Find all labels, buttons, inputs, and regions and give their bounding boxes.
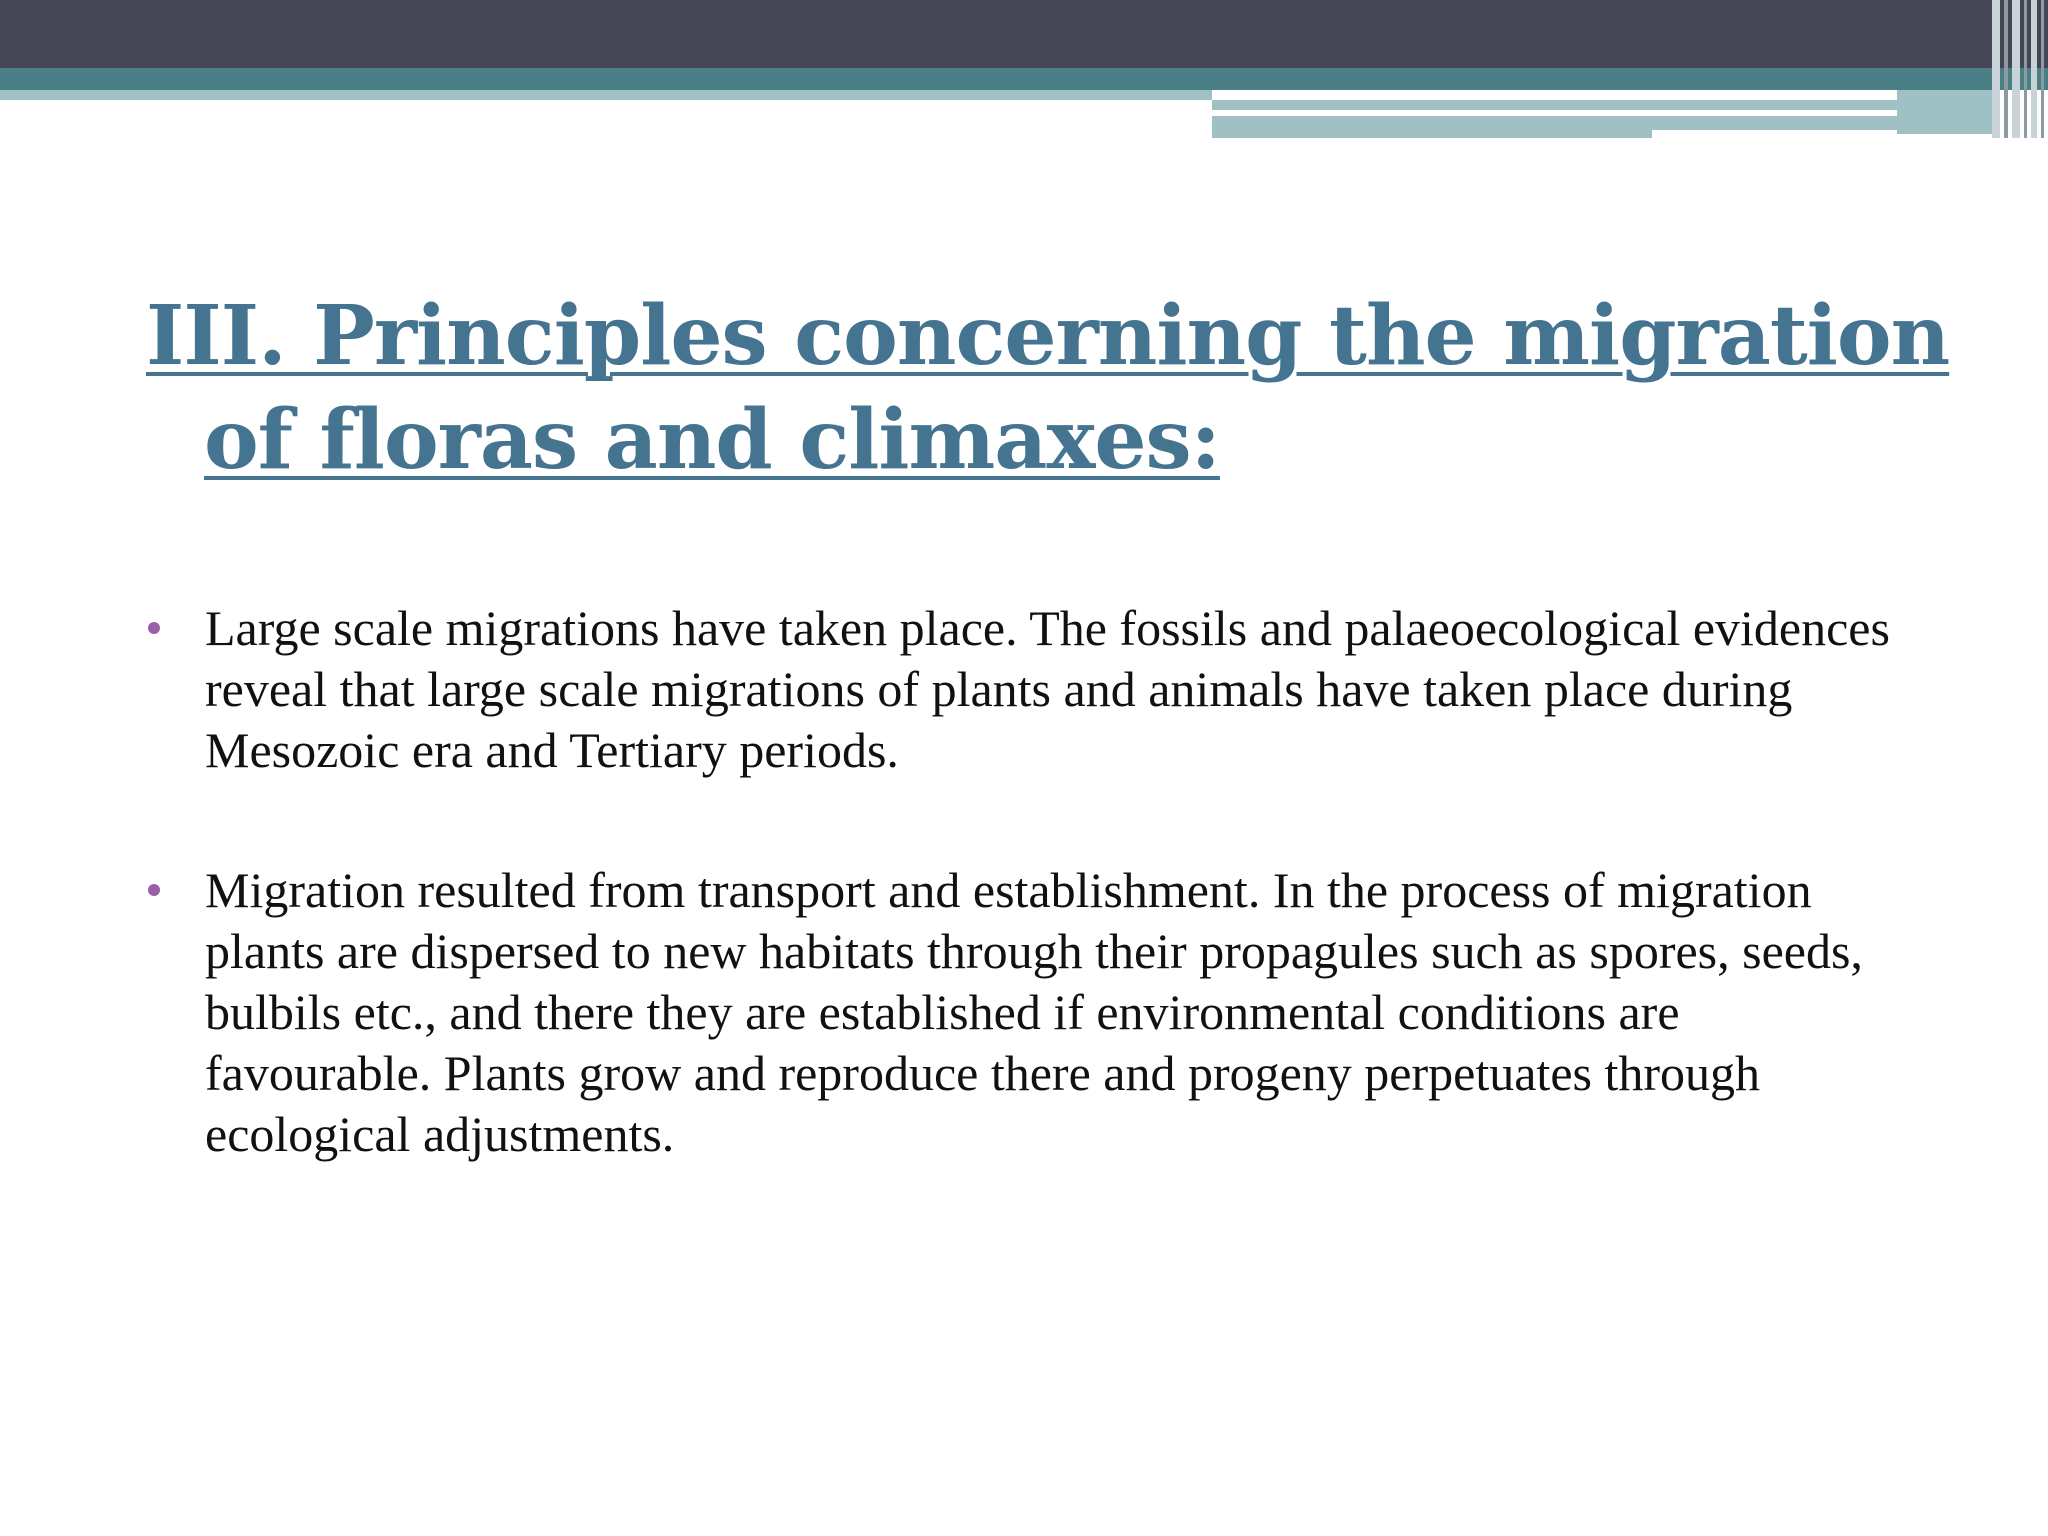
corner-stripe [2024,0,2027,138]
corner-stripe [2012,0,2020,138]
corner-stripe [2031,0,2037,138]
header-band-teal [0,68,2048,90]
bullet-dot-icon [148,622,160,634]
bullet-list [146,598,1906,1244]
bullet-item [146,598,1906,781]
header-band-light-left [0,90,1212,100]
bullet-dot-icon [148,884,160,896]
corner-stripe [1992,0,2000,138]
header-band-light-right-tail [1652,116,1897,130]
bullet-text: Large scale migrations have taken place. The fossils and palaeoecological evidences reveal that large scale migrations of plants and animals have taken place during Mesozoic era and Tertiary periods. [205,600,1890,778]
header-band-light-right-lower [1212,116,1652,138]
bullet-item [146,860,1906,1165]
header-band-light-corner [1897,90,1992,134]
header-band-light-right [1212,100,1897,110]
bullet-text: Migration resulted from transport and establishment. In the process of migration plants are dispersed to new habitats through their propagules such as spores, seeds, bulbils etc., and there they are established if environmental conditions are favourable. Plants grow and reproduce there and progeny perpetuates through ecological adjustments. [205,862,1863,1162]
slide-title: III. Principles concerning the migration of floras and climaxes: [146,288,1950,488]
corner-stripe [2041,0,2044,138]
corner-stripe [2004,0,2008,138]
header-band-dark [0,0,2048,68]
